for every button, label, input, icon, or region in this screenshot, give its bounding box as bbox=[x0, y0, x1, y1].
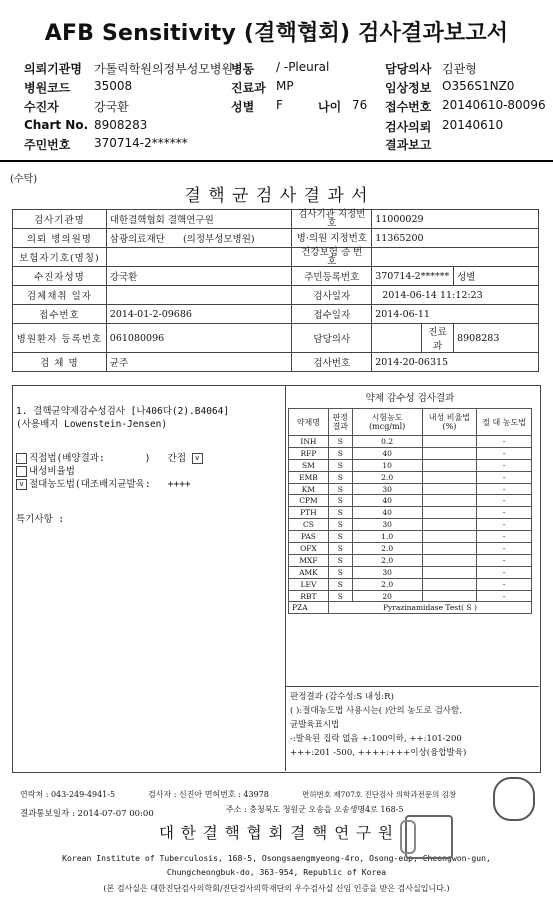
contact-info: 연락처 : 043-249-4941-5 bbox=[20, 790, 116, 799]
test-line-2: (사용배지 Lowenstein-Jensen) bbox=[16, 419, 168, 430]
drug-name: LEV bbox=[289, 578, 329, 590]
cell-value: 061080096 bbox=[106, 324, 292, 353]
cell-label: 검 체 명 bbox=[13, 353, 107, 372]
cell-label: 성별 bbox=[454, 267, 539, 286]
drug-row bbox=[289, 578, 532, 590]
option-direct bbox=[16, 450, 205, 464]
drug-ratio bbox=[422, 554, 477, 566]
legend-line-4: -:발육된 집락 없음 +:100이하, ++:101-200 bbox=[290, 734, 462, 744]
drug-result: S bbox=[328, 519, 352, 531]
drug-row bbox=[289, 436, 532, 448]
receipt-no-value: 20140610-80096 bbox=[442, 98, 546, 112]
drug-concentration: 2.0 bbox=[352, 543, 422, 555]
drug-ratio bbox=[422, 507, 477, 519]
drug-absolute: - bbox=[477, 436, 532, 448]
drug-concentration: 40 bbox=[352, 495, 422, 507]
drug-row bbox=[289, 483, 532, 495]
drug-result: S bbox=[328, 471, 352, 483]
resident-no-label: 주민번호 bbox=[24, 138, 71, 152]
drug-result: S bbox=[328, 459, 352, 471]
drug-absolute: - bbox=[477, 471, 532, 483]
license-info: 면허번호 제707호 진단검사 의학과전문의 김창 bbox=[302, 790, 457, 799]
chart-no-label: Chart No. bbox=[24, 118, 89, 132]
drug-row bbox=[289, 531, 532, 543]
cell-label: 검사기관명 bbox=[13, 210, 107, 229]
option-ratio-label: 내성비율법 bbox=[29, 466, 75, 477]
drug-result: S bbox=[328, 554, 352, 566]
drug-row bbox=[289, 590, 532, 602]
legend-line-1: 판정결과 (감수성:S 내성:R) bbox=[290, 692, 394, 702]
drug-concentration: 40 bbox=[352, 507, 422, 519]
drug-concentration: 10 bbox=[352, 459, 422, 471]
cell-value bbox=[372, 248, 539, 267]
drug-name: MXF bbox=[289, 554, 329, 566]
cell-value: 2014-01-2-09686 bbox=[106, 305, 292, 324]
drug-absolute: - bbox=[477, 519, 532, 531]
drug-ratio bbox=[422, 459, 477, 471]
cell-label: 담당의사 bbox=[292, 324, 372, 353]
drug-concentration: 2.0 bbox=[352, 554, 422, 566]
body-divider bbox=[285, 385, 286, 771]
cell-value bbox=[372, 324, 422, 353]
cell-label: 병원환자 등록번호 bbox=[13, 324, 107, 353]
header-divider bbox=[0, 160, 553, 162]
drug-ratio bbox=[422, 447, 477, 459]
option-direct-label: 직접법(배양결과: bbox=[29, 453, 105, 464]
drug-absolute: - bbox=[477, 483, 532, 495]
drug-result: S bbox=[328, 566, 352, 578]
result-report-label: 결과보고 bbox=[385, 138, 432, 152]
drug-row bbox=[289, 566, 532, 578]
drug-row bbox=[289, 447, 532, 459]
pza-label: PZA bbox=[289, 602, 329, 614]
drug-concentration: 20 bbox=[352, 590, 422, 602]
drug-name: SM bbox=[289, 459, 329, 471]
cell-label: 검사번호 bbox=[292, 353, 372, 372]
drug-concentration: 30 bbox=[352, 519, 422, 531]
col-header-drug: 약제명 bbox=[289, 409, 329, 436]
drug-result: S bbox=[328, 543, 352, 555]
cell-label: 주민등록번호 bbox=[292, 267, 372, 286]
drug-ratio bbox=[422, 495, 477, 507]
col-header-ratio: 내성 비율법(%) bbox=[422, 409, 477, 436]
cell-value bbox=[106, 286, 292, 305]
drug-name: PAS bbox=[289, 531, 329, 543]
drug-ratio bbox=[422, 566, 477, 578]
request-org-value: 가톨릭학원의정부성모병원 bbox=[94, 62, 234, 76]
drug-concentration: 0.2 bbox=[352, 436, 422, 448]
receipt-no-label: 접수번호 bbox=[385, 100, 432, 114]
option-indirect-label: 간접 bbox=[167, 453, 186, 464]
chart-no-value: 8908283 bbox=[94, 118, 148, 132]
cell-value: 8908283 bbox=[454, 324, 539, 353]
drug-absolute: - bbox=[477, 578, 532, 590]
sex-label: 성별 bbox=[231, 100, 255, 114]
tester-info: 검사자 : 신진아 면허번호 : 43978 bbox=[148, 790, 269, 799]
hospital-sub-name: (의정부성모병원) bbox=[182, 234, 255, 245]
drug-result: S bbox=[328, 531, 352, 543]
drug-result: S bbox=[328, 507, 352, 519]
drug-ratio bbox=[422, 590, 477, 602]
cell-label: 수진자성명 bbox=[13, 267, 107, 286]
drug-result: S bbox=[328, 447, 352, 459]
cell-value: 균주 bbox=[106, 353, 292, 372]
option-absolute-label: 절대농도법(대조배지균발육: bbox=[29, 479, 151, 490]
col-header-concentration: 시험농도 (mcg/ml) bbox=[352, 409, 422, 436]
drug-ratio bbox=[422, 531, 477, 543]
drug-row bbox=[289, 459, 532, 471]
legend-line-3: 균발육표시법 bbox=[290, 720, 340, 730]
drug-ratio bbox=[422, 578, 477, 590]
drug-row bbox=[289, 519, 532, 531]
drug-name: PTH bbox=[289, 507, 329, 519]
drug-absolute: - bbox=[477, 459, 532, 471]
option-absolute bbox=[16, 476, 191, 490]
certification-note: (본 검사실은 대한진단검사의학회/진단검사의학재단의 우수검사실 신임 인증을 받은 검사실입니다.) bbox=[103, 884, 450, 893]
exam-request-label: 검사의뢰 bbox=[385, 120, 432, 134]
report-title: AFB Sensitivity (결핵협회) 검사결과보고서 bbox=[44, 21, 509, 46]
drug-ratio bbox=[422, 483, 477, 495]
drug-absolute: - bbox=[477, 507, 532, 519]
clinical-info-value: O356S1NZ0 bbox=[442, 79, 515, 93]
col-header-result: 판정 결과 bbox=[328, 409, 352, 436]
drug-concentration: 1.0 bbox=[352, 531, 422, 543]
drug-absolute: - bbox=[477, 543, 532, 555]
drug-concentration: 30 bbox=[352, 483, 422, 495]
drug-result: S bbox=[328, 590, 352, 602]
legend-line-2: ( ):절대농도법 사용시는( )안의 농도로 검사함. bbox=[290, 706, 462, 716]
checkbox-indirect[interactable]: v bbox=[192, 453, 203, 464]
dept-label: 진료과 bbox=[231, 81, 266, 95]
drug-name: RBT bbox=[289, 590, 329, 602]
drug-concentration: 40 bbox=[352, 447, 422, 459]
drug-name: CPM bbox=[289, 495, 329, 507]
cell-value bbox=[106, 248, 292, 267]
legend-divider bbox=[285, 686, 539, 687]
drug-absolute: - bbox=[477, 531, 532, 543]
checkbox-absolute[interactable]: v bbox=[16, 479, 27, 490]
susceptibility-table bbox=[288, 408, 532, 614]
cell-label: 병·의원 지정번호 bbox=[292, 229, 372, 248]
corner-label: (수탁) bbox=[10, 174, 38, 185]
drug-concentration: 2.0 bbox=[352, 471, 422, 483]
drug-ratio bbox=[422, 471, 477, 483]
drug-ratio bbox=[422, 543, 477, 555]
sex-value: F bbox=[276, 98, 283, 112]
address: 주소 : 충청북도 청원군 오송읍 오송생명4로 168-5 bbox=[226, 805, 404, 814]
drug-result: S bbox=[328, 483, 352, 495]
org-address-english-1: Korean Institute of Tuberculosis, 168-5, Osongsaengmyeong-4ro, Osong-eup, Cheongwon-gun, bbox=[62, 853, 491, 863]
special-notes-label: 특기사항 : bbox=[16, 514, 65, 525]
cell-label: 검사일자 bbox=[292, 286, 372, 305]
org-name: 대 한 결 핵 협 회 결 핵 연 구 원 bbox=[159, 824, 394, 842]
cell-value: 대한결핵협회 결핵연구원 bbox=[106, 210, 292, 229]
collector-value: 강국환 bbox=[94, 100, 129, 114]
hospital-code-value: 35008 bbox=[94, 79, 133, 93]
drug-row bbox=[289, 507, 532, 519]
drug-concentration: 30 bbox=[352, 566, 422, 578]
drug-name: OFX bbox=[289, 543, 329, 555]
doctor-seal-stamp bbox=[400, 820, 416, 854]
cell-value: 2014-20-06315 bbox=[372, 353, 539, 372]
cell-value: 11365200 bbox=[372, 229, 539, 248]
results-title: 약제 감수성 검사결과 bbox=[365, 393, 455, 404]
drug-absolute: - bbox=[477, 447, 532, 459]
col-header-absolute: 절 대 농도법 bbox=[477, 409, 532, 436]
drug-absolute: - bbox=[477, 590, 532, 602]
pza-value: Pyrazinamidase Test( S ) bbox=[328, 602, 531, 614]
doctor-label: 담당의사 bbox=[385, 62, 432, 76]
cell-value: 370714-2****** bbox=[372, 267, 454, 286]
ward-label: 병동 bbox=[231, 62, 255, 76]
org-address-english-2: Chungcheongbuk-do, 363-954, Republic of Korea bbox=[166, 867, 387, 877]
drug-concentration: 2.0 bbox=[352, 578, 422, 590]
drug-absolute: - bbox=[477, 554, 532, 566]
cell-value: 2014-06-14 11:12:23 bbox=[372, 286, 539, 305]
cell-label: 검체채취 일자 bbox=[13, 286, 107, 305]
report-date: 결과통보일자 : 2014-07-07 00:00 bbox=[20, 809, 154, 819]
option-ratio bbox=[16, 463, 75, 477]
doctor-value: 김관형 bbox=[442, 62, 477, 76]
cell-label: 접수일자 bbox=[292, 305, 372, 324]
info-table bbox=[12, 209, 539, 372]
drug-row bbox=[289, 495, 532, 507]
clinical-info-label: 임상정보 bbox=[385, 81, 432, 95]
drug-row bbox=[289, 543, 532, 555]
age-label: 나이 bbox=[318, 100, 342, 114]
age-value: 76 bbox=[352, 98, 368, 112]
drug-ratio bbox=[422, 519, 477, 531]
dept-value: MP bbox=[276, 79, 294, 93]
drug-absolute: - bbox=[477, 495, 532, 507]
collector-label: 수진자 bbox=[24, 100, 59, 114]
cell-label: 검사기관 지정번호 bbox=[292, 210, 372, 229]
doc-title: 결 핵 균 검 사 결 과 서 bbox=[184, 186, 369, 206]
hospital-name: 삼광의료재단 bbox=[109, 234, 165, 245]
drug-ratio bbox=[422, 436, 477, 448]
cell-value bbox=[106, 229, 292, 248]
request-org-label: 의뢰기관명 bbox=[24, 62, 82, 76]
cell-label: 접수번호 bbox=[13, 305, 107, 324]
cell-label: 진료과 bbox=[422, 324, 454, 353]
drug-name: RFP bbox=[289, 447, 329, 459]
drug-absolute: - bbox=[477, 566, 532, 578]
drug-row bbox=[289, 554, 532, 566]
drug-result: S bbox=[328, 495, 352, 507]
cell-value: 강국환 bbox=[106, 267, 292, 286]
cell-value: 11000029 bbox=[372, 210, 539, 229]
legend-line-5: +++:201 -500, ++++:+++이상(융합발육) bbox=[290, 748, 467, 758]
drug-row bbox=[289, 471, 532, 483]
test-line-1: 1. 결핵균약제감수성검사 [나406다(2).B4064] bbox=[16, 406, 230, 417]
option-direct-close: ) bbox=[144, 453, 151, 464]
susceptibility-rows bbox=[289, 436, 532, 602]
exam-request-value: 20140610 bbox=[442, 118, 504, 132]
drug-result: S bbox=[328, 436, 352, 448]
control-growth-value: ++++ bbox=[167, 479, 191, 490]
drug-name: CS bbox=[289, 519, 329, 531]
round-seal-stamp bbox=[493, 777, 535, 821]
drug-name: INH bbox=[289, 436, 329, 448]
hospital-code-label: 병원코드 bbox=[24, 81, 71, 95]
cell-label: 보험자기호(명칭) bbox=[13, 248, 107, 267]
drug-result: S bbox=[328, 578, 352, 590]
drug-name: AMK bbox=[289, 566, 329, 578]
cell-label: 의뢰 병의원명 bbox=[13, 229, 107, 248]
cell-value: 2014-06-11 bbox=[372, 305, 539, 324]
drug-name: KM bbox=[289, 483, 329, 495]
ward-value: / -Pleural bbox=[276, 60, 330, 74]
drug-name: EMB bbox=[289, 471, 329, 483]
resident-no-value: 370714-2****** bbox=[94, 136, 188, 150]
cell-label: 건강보험 증 번 호 bbox=[292, 248, 372, 267]
